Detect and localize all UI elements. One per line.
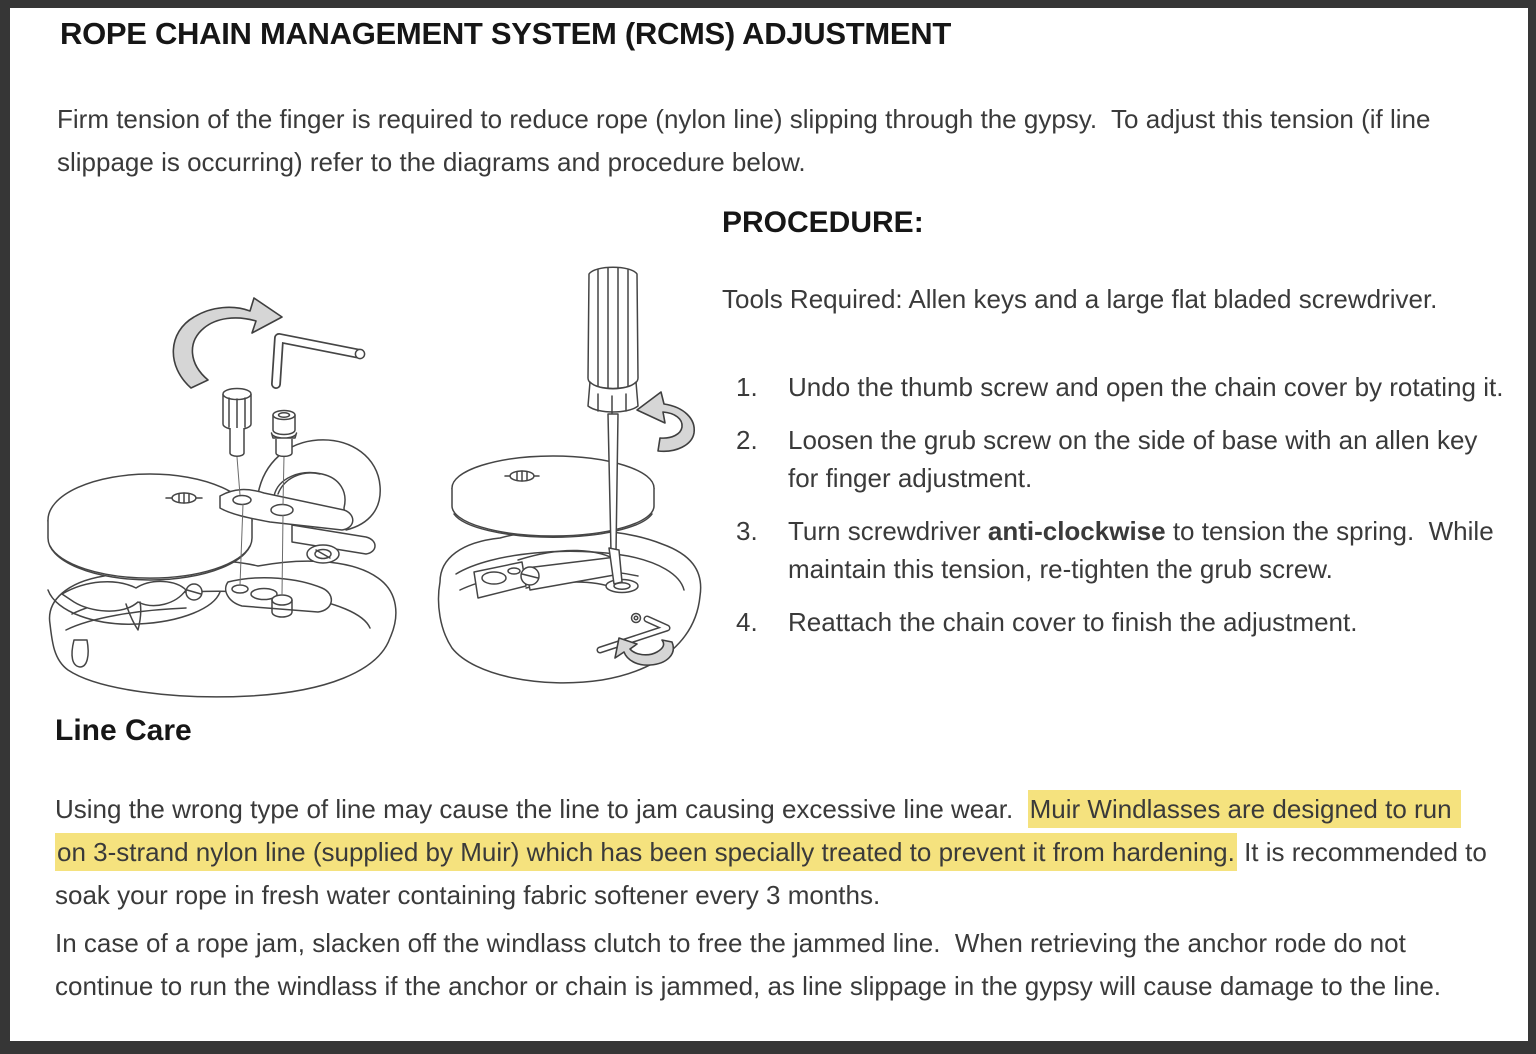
gypsy-drum <box>452 456 654 537</box>
tools-required-text: Tools Required: Allen keys and a large flat bladed screwdriver. <box>722 284 1438 314</box>
gypsy-drum <box>48 474 252 580</box>
line-care-paragraph-2: In case of a rope jam, slacken off the windlass clutch to free the jammed line. When retrieving the anchor rode do not continue to run the windlass if the anchor or chain is jammed, as line slippage in the gypsy will cause damage to the line. <box>55 928 1441 1001</box>
grub-screw <box>632 614 641 623</box>
step-number: 3. <box>736 516 758 546</box>
anti-clockwise-arrow-icon <box>637 392 694 451</box>
step-text: Turn screwdriver anti-clockwise to tension the spring. While maintain this tension, re-tighten the grub screw. <box>788 516 1501 584</box>
step-text: Loosen the grub screw on the side of base with an allen key for finger adjustment. <box>788 425 1485 493</box>
step-text: Undo the thumb screw and open the chain cover by rotating it. <box>788 372 1504 402</box>
procedure-step-1 <box>722 368 1514 406</box>
page-title: ROPE CHAIN MANAGEMENT SYSTEM (RCMS) ADJUSTMENT <box>60 16 951 51</box>
intro-paragraph: Firm tension of the finger is required to reduce rope (nylon line) slipping through the gypsy. To adjust this tension (if line slippage is occurring) refer to the diagrams and procedure below. <box>57 104 1438 177</box>
procedure-heading: PROCEDURE: <box>722 206 924 239</box>
windlass-base <box>50 561 396 697</box>
diagram-thumb-screw-adjustment <box>26 294 424 698</box>
line-care-paragraph-1: Using the wrong type of line may cause the line to jam causing excessive line wear. Muir Windlasses are designed to run on 3-strand nylon line (supplied by Muir) which has been specially treated to prevent it from hardening. It is recommended to soak your rope in fresh water containing fabric softener every 3 months. <box>55 788 1487 917</box>
rotation-arrow-icon <box>173 298 282 388</box>
step-number: 2. <box>736 425 758 455</box>
allen-key-icon <box>276 338 365 384</box>
procedure-step-4 <box>722 603 1514 641</box>
socket-screw <box>272 411 297 457</box>
step-text: Reattach the chain cover to finish the adjustment. <box>788 607 1358 637</box>
procedure-step-2 <box>722 421 1514 497</box>
procedure-step-3 <box>722 512 1514 588</box>
windlass-open-drawing <box>422 252 724 698</box>
step-number: 4. <box>736 607 758 637</box>
line-care-heading: Line Care <box>55 714 192 747</box>
thumb-screw <box>223 389 251 457</box>
procedure-steps <box>722 368 1514 656</box>
step-number: 1. <box>736 372 758 402</box>
diagram-spring-tension-adjustment <box>422 252 724 698</box>
windlass-exploded-drawing <box>26 294 424 698</box>
